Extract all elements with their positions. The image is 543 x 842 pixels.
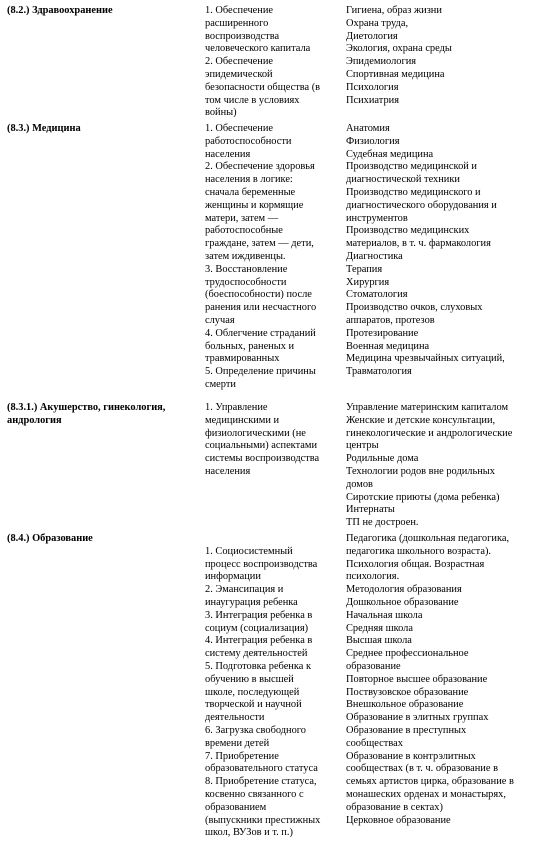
goal-line: ранения или несчастного xyxy=(205,302,317,314)
goal-line: том числе в условиях xyxy=(205,94,300,106)
list-item xyxy=(346,712,541,725)
goal-line: (боеспособности) после xyxy=(205,289,312,301)
goal-line: безопасности общества (в xyxy=(205,81,321,93)
title-line: (8.4.) Образование xyxy=(7,533,93,544)
goal-item xyxy=(205,328,339,366)
item-line: Образование в контрэлитных xyxy=(346,750,476,762)
item-line: аппаратов, протезов xyxy=(346,314,435,326)
list-item xyxy=(346,415,541,453)
goal-line: 8. Приобретение статуса, xyxy=(205,776,317,788)
item-line: Диагностика xyxy=(346,250,403,262)
item-line: центры xyxy=(346,440,379,452)
section-title xyxy=(7,5,197,18)
item-line: Начальная школа xyxy=(346,609,423,621)
goal-line: физиологическими (не xyxy=(205,427,306,439)
goal-line: школ, ВУЗов и т. п.) xyxy=(205,827,293,839)
goal-line: (выпускники престижных xyxy=(205,814,321,826)
goal-line: 6. Загрузка свободного xyxy=(205,724,306,736)
title-line: андрология xyxy=(7,414,62,426)
item-line: Производство очков, слуховых xyxy=(346,302,483,314)
goal-line: систему деятельностей xyxy=(205,648,308,660)
goal-line: инаугурация ребенка xyxy=(205,596,298,608)
list-item xyxy=(346,402,541,415)
list-item xyxy=(346,725,541,751)
goal-line: 4. Облегчение страданий xyxy=(205,327,316,339)
list-item xyxy=(346,289,541,302)
item-line: Производство медицинского и xyxy=(346,186,481,198)
list-item xyxy=(346,699,541,712)
list-item xyxy=(346,635,541,648)
list-item xyxy=(346,504,541,517)
items-column xyxy=(346,123,541,379)
item-line: монашеских орденах и монастырях, xyxy=(346,788,506,800)
goal-line: больных, раненых и xyxy=(205,340,295,352)
goal-line: матери, затем — xyxy=(205,212,279,224)
goal-line: деятельности xyxy=(205,712,265,724)
item-line: семьях артистов цирка, образование в xyxy=(346,776,514,788)
item-line: Высшая школа xyxy=(346,635,412,647)
goal-line: работоспособности xyxy=(205,135,292,147)
goal-line: трудоспособности xyxy=(205,276,287,288)
item-line: сообществах (в т. ч. образование в xyxy=(346,763,498,775)
goal-item xyxy=(205,56,339,120)
goal-line: эпидемической xyxy=(205,68,273,80)
item-line: Терапия xyxy=(346,263,383,275)
item-line: Анатомия xyxy=(346,123,390,134)
item-line: Технологии родов вне родильных xyxy=(346,465,495,477)
title-line: (8.3.1.) Акушерство, гинекология, xyxy=(7,402,166,413)
item-line: Физиология xyxy=(346,135,400,147)
goal-line: времени детей xyxy=(205,737,270,749)
goals-column xyxy=(205,533,339,840)
item-line: Дошкольное образование xyxy=(346,596,459,608)
goal-line: информации xyxy=(205,571,261,583)
list-item xyxy=(346,136,541,149)
goal-item xyxy=(205,546,339,584)
goal-line: работоспособные xyxy=(205,225,283,237)
goal-line: обучению в высшей xyxy=(205,673,294,685)
item-line: Среднее профессиональное xyxy=(346,648,469,660)
goal-line: 3. Интеграция ребенка в xyxy=(205,609,313,621)
goal-item xyxy=(205,584,339,610)
list-item xyxy=(346,492,541,505)
goal-line: 2. Обеспечение здоровья xyxy=(205,161,315,173)
goal-line: граждане, затем — дети, xyxy=(205,238,314,250)
item-line: Протезирование xyxy=(346,327,419,339)
item-line: диагностической техники xyxy=(346,174,460,186)
list-item: Психология xyxy=(346,81,399,93)
section-title xyxy=(7,123,197,136)
item-line: Психология общая. Возрастная xyxy=(346,558,485,570)
goal-line: процесс воспроизводства xyxy=(205,558,318,570)
list-item xyxy=(346,623,541,636)
item-line: диагностического оборудования и xyxy=(346,199,497,211)
goal-line: войны) xyxy=(205,107,237,119)
goal-line: случая xyxy=(205,314,235,326)
goal-item xyxy=(205,776,339,840)
goal-line: затем иждивенцы. xyxy=(205,250,286,262)
goal-item xyxy=(205,366,339,392)
goal-line: сначала беременные xyxy=(205,186,296,198)
item-line: ТП не достроен. xyxy=(346,517,419,529)
list-item xyxy=(346,161,541,187)
item-line: Образование в элитных группах xyxy=(346,712,489,724)
list-item xyxy=(346,517,541,530)
item-line: Методология образования xyxy=(346,584,462,596)
goal-item xyxy=(205,123,339,161)
list-item xyxy=(346,277,541,290)
list-item xyxy=(346,687,541,700)
item-line: образование xyxy=(346,660,401,672)
item-line: домов xyxy=(346,478,373,490)
item-line: Средняя школа xyxy=(346,622,413,634)
goal-line: 7. Приобретение xyxy=(205,750,279,762)
goal-line: населения xyxy=(205,148,251,160)
list-item xyxy=(346,123,541,136)
list-item xyxy=(346,815,541,828)
goal-line: 4. Интеграция ребенка в xyxy=(205,635,313,647)
list-item xyxy=(346,466,541,492)
item-line: Церковное образование xyxy=(346,814,451,826)
item-line: Медицина чрезвычайных ситуаций, xyxy=(346,353,505,365)
goal-line: 1. Обеспечение xyxy=(205,5,274,16)
title-line: (8.2.) Здравоохранение xyxy=(7,5,113,16)
item-line: Внешкольное образование xyxy=(346,699,464,711)
item-line: Управление материнским капиталом xyxy=(346,402,509,413)
list-item: Психиатрия xyxy=(346,94,399,106)
list-item xyxy=(346,597,541,610)
list-item: Диетология xyxy=(346,30,398,42)
goals-column xyxy=(205,5,339,120)
goal-item xyxy=(205,161,339,263)
item-line: психология. xyxy=(346,571,400,583)
item-line: Производство медицинских xyxy=(346,225,470,237)
goal-line: школе, последующей xyxy=(205,686,300,698)
goal-line: женщины и кормящие xyxy=(205,199,304,211)
goal-line: косвенно связанного с xyxy=(205,788,304,800)
goal-line: 2. Эмансипация и xyxy=(205,584,284,596)
title-line: (8.3.) Медицина xyxy=(7,123,81,134)
item-line: Травматология xyxy=(346,366,412,378)
goal-line: смерти xyxy=(205,378,236,390)
goal-line: творческой и научной xyxy=(205,699,302,711)
item-line: Родильные дома xyxy=(346,453,419,465)
item-line: Хирургия xyxy=(346,276,390,288)
section-title xyxy=(7,533,197,546)
section-title xyxy=(7,402,197,428)
list-item xyxy=(346,225,541,251)
goal-item xyxy=(205,725,339,751)
goal-item xyxy=(205,751,339,777)
goal-item xyxy=(205,661,339,725)
item-line: Женские и детские консультации, xyxy=(346,414,496,426)
list-item xyxy=(346,674,541,687)
item-line: Производство медицинской и xyxy=(346,161,477,173)
list-item xyxy=(346,559,541,585)
goal-line: расширенного xyxy=(205,17,269,29)
goal-line: 3. Восстановление xyxy=(205,263,288,275)
goal-line: социум (социализация) xyxy=(205,622,309,634)
goal-line: 1. Социосистемный xyxy=(205,545,293,557)
item-line: Образование в преступных xyxy=(346,724,467,736)
goal-line xyxy=(205,533,339,546)
goal-line: медицинскими и xyxy=(205,414,280,426)
item-line: Военная медицина xyxy=(346,340,430,352)
list-item: Экология, охрана среды xyxy=(346,43,452,55)
list-item xyxy=(346,187,541,225)
item-line: образование в сектах) xyxy=(346,801,443,813)
item-line: Повторное высшее образование xyxy=(346,673,488,685)
list-item: Эпидемиология xyxy=(346,56,417,68)
list-item xyxy=(346,302,541,328)
goal-item xyxy=(205,5,339,56)
list-item xyxy=(346,328,541,341)
item-line: Интернаты xyxy=(346,504,395,516)
item-line: Стоматология xyxy=(346,289,408,301)
item-line: Сиротские приюты (дома ребенка) xyxy=(346,491,500,503)
goal-line: 1. Управление xyxy=(205,402,268,413)
goal-line: травмированных xyxy=(205,353,280,365)
list-item xyxy=(346,610,541,623)
items-column xyxy=(346,402,541,530)
goal-line: образованием xyxy=(205,801,267,813)
goal-item xyxy=(205,402,339,479)
list-item xyxy=(346,149,541,162)
list-item xyxy=(346,264,541,277)
goals-column xyxy=(205,402,339,479)
list-item xyxy=(346,341,541,354)
list-item xyxy=(346,648,541,674)
goal-line: социальными) аспектами xyxy=(205,440,318,452)
goal-line: 1. Обеспечение xyxy=(205,123,274,134)
goal-line: населения в логике: xyxy=(205,174,293,186)
goal-item xyxy=(205,635,339,661)
goal-item xyxy=(205,610,339,636)
list-item xyxy=(346,251,541,264)
goal-item xyxy=(205,264,339,328)
list-item xyxy=(346,453,541,466)
goal-line: 5. Подготовка ребенка к xyxy=(205,660,312,672)
list-item xyxy=(346,366,541,379)
goal-line: 2. Обеспечение xyxy=(205,56,274,68)
goal-line: 5. Определение причины xyxy=(205,366,316,378)
list-item xyxy=(346,751,541,815)
goal-spacer xyxy=(205,533,339,546)
goal-line: образовательного статуса xyxy=(205,763,318,775)
list-item xyxy=(346,533,541,559)
goals-column xyxy=(205,123,339,392)
goal-line: человеческого капитала xyxy=(205,43,311,55)
item-line: материалов, в т. ч. фармакология xyxy=(346,238,491,250)
item-line: Педагогика (дошкольная педагогика, xyxy=(346,533,510,544)
item-line: педагогика школьного возраста). xyxy=(346,545,492,557)
items-column xyxy=(346,533,541,827)
items-column xyxy=(346,5,541,107)
goal-line: системы воспроизводства xyxy=(205,453,320,465)
list-item xyxy=(346,353,541,366)
item-line: Судебная медицина xyxy=(346,148,434,160)
list-item: Спортивная медицина xyxy=(346,68,445,80)
item-line: инструментов xyxy=(346,212,408,224)
list-item xyxy=(346,584,541,597)
goal-line: воспроизводства xyxy=(205,30,280,42)
list-item: Гигиена, образ жизни xyxy=(346,5,442,16)
goal-line: населения xyxy=(205,465,251,477)
item-line: гинекологические и андрологические xyxy=(346,427,513,439)
item-line: Поствузовское образование xyxy=(346,686,469,698)
item-line: сообществах xyxy=(346,737,403,749)
list-item: Охрана труда, xyxy=(346,17,409,29)
